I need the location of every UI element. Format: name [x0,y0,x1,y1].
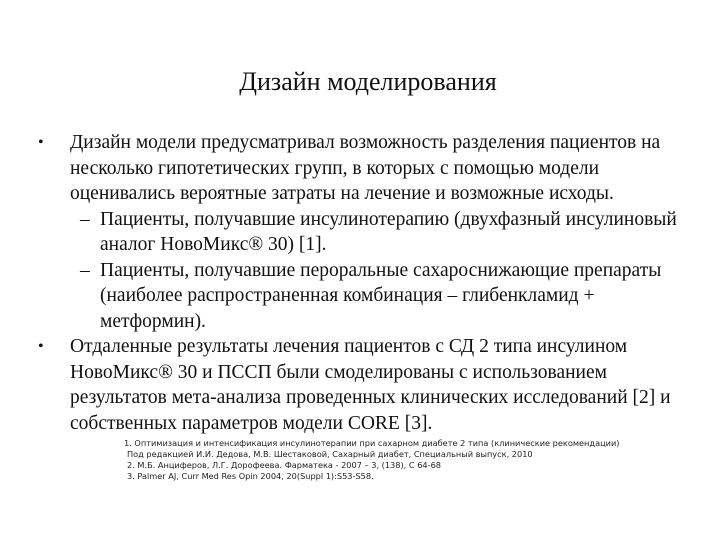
bullet-item [38,334,698,436]
slide-content [38,130,698,436]
bullet-text: Отдаленные результаты лечения пациентов с СД 2 типа инсулином НовоМикс® 30 и ПССП были смоделированы с использованием результатов мета-анализа проведенных клинических исследований [2] и собственных параметров модели CORE [3]. [70,336,671,434]
bullet-icon: • [38,134,44,151]
reference-line: Под редакцией И.И. Дедова, М.В. Шестаковой, Сахарный диабет, Специальный выпуск, 2010 [127,449,533,459]
sub-bullet-text: Пациенты, получавшие инсулинотерапию (двухфазный инсулиновый аналог НовоМикс® 30) [1]. [100,208,677,255]
bullet-icon: • [38,338,44,355]
references-block [124,438,704,482]
reference-line: 3. Palmer AJ, Curr Med Res Opin 2004, 20(Suppl 1):S53-S58. [127,471,374,481]
reference-line: 1. Оптимизация и интенсификация инсулинотерапии при сахарном диабете 2 типа (клинические рекомендации) [124,438,620,448]
bullet-text: Дизайн модели предусматривал возможность разделения пациентов на несколько гипотетических групп, в которых с помощью модели оценивались вероятные затраты на лечение и возможные исходы. [70,132,661,204]
bullet-item [38,130,698,207]
dash-icon: – [80,208,90,230]
slide-title: Дизайн моделирования [239,67,497,96]
sub-bullet-item [38,207,698,258]
sub-bullet-text: Пациенты, получавшие пероральные сахароснижающие препараты (наиболее распространенная комбинация – глибенкламид + метформин). [100,259,662,332]
sub-bullet-item [38,258,698,335]
dash-icon: – [80,259,90,281]
reference-line: 2. М.Б. Анциферов, Л.Г. Дорофеева. Фарматека - 2007 – 3, (138), С 64-68 [127,460,441,470]
